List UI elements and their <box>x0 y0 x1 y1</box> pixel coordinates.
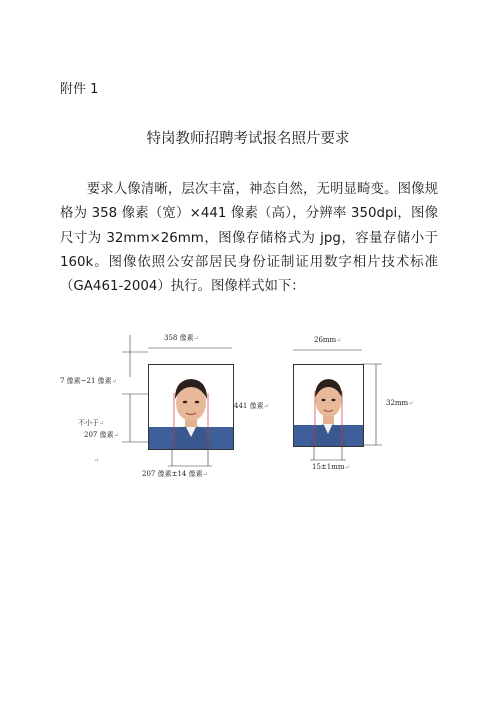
portrait-illustration <box>149 365 233 449</box>
page-title: 特岗教师招聘考试报名照片要求 <box>146 131 350 147</box>
paragraph-mark: ↵ <box>94 457 100 464</box>
right-top-width-label: 26mm↵ <box>314 336 342 344</box>
right-sample-photo <box>293 364 364 447</box>
photo-spec-figure <box>60 330 440 490</box>
min-height-label-1: 不小于↵ <box>78 419 105 427</box>
portrait-illustration <box>294 365 363 446</box>
attachment-label: 附件 1 <box>60 82 99 97</box>
left-sample-photo <box>148 364 234 450</box>
bottom-width-label: 207 像素±14 像素↵ <box>142 470 208 478</box>
right-height-label: 32mm↵ <box>386 399 414 407</box>
right-bottom-width-label: 15±1mm↵ <box>312 463 350 471</box>
top-margin-label: 7 像素~21 像素↵ <box>60 377 117 385</box>
height-label: 441 像素↵ <box>234 402 269 410</box>
top-width-label: 358 像素↵ <box>164 334 199 342</box>
requirements-paragraph: 要求人像清晰，层次丰富，神态自然，无明显畸变。图像规格为 358 像素（宽）×441 像素（高），分辨率 350dpi，图像尺寸为 32mm×26mm，图像存储格式为 jpg，容量存储小于 160k。图像依照公安部居民身份证制证用数字相片技术标准（GA461-2004）执行。图像样式如下： <box>60 182 438 295</box>
min-height-label-2: 207 像素↵ <box>84 431 119 439</box>
